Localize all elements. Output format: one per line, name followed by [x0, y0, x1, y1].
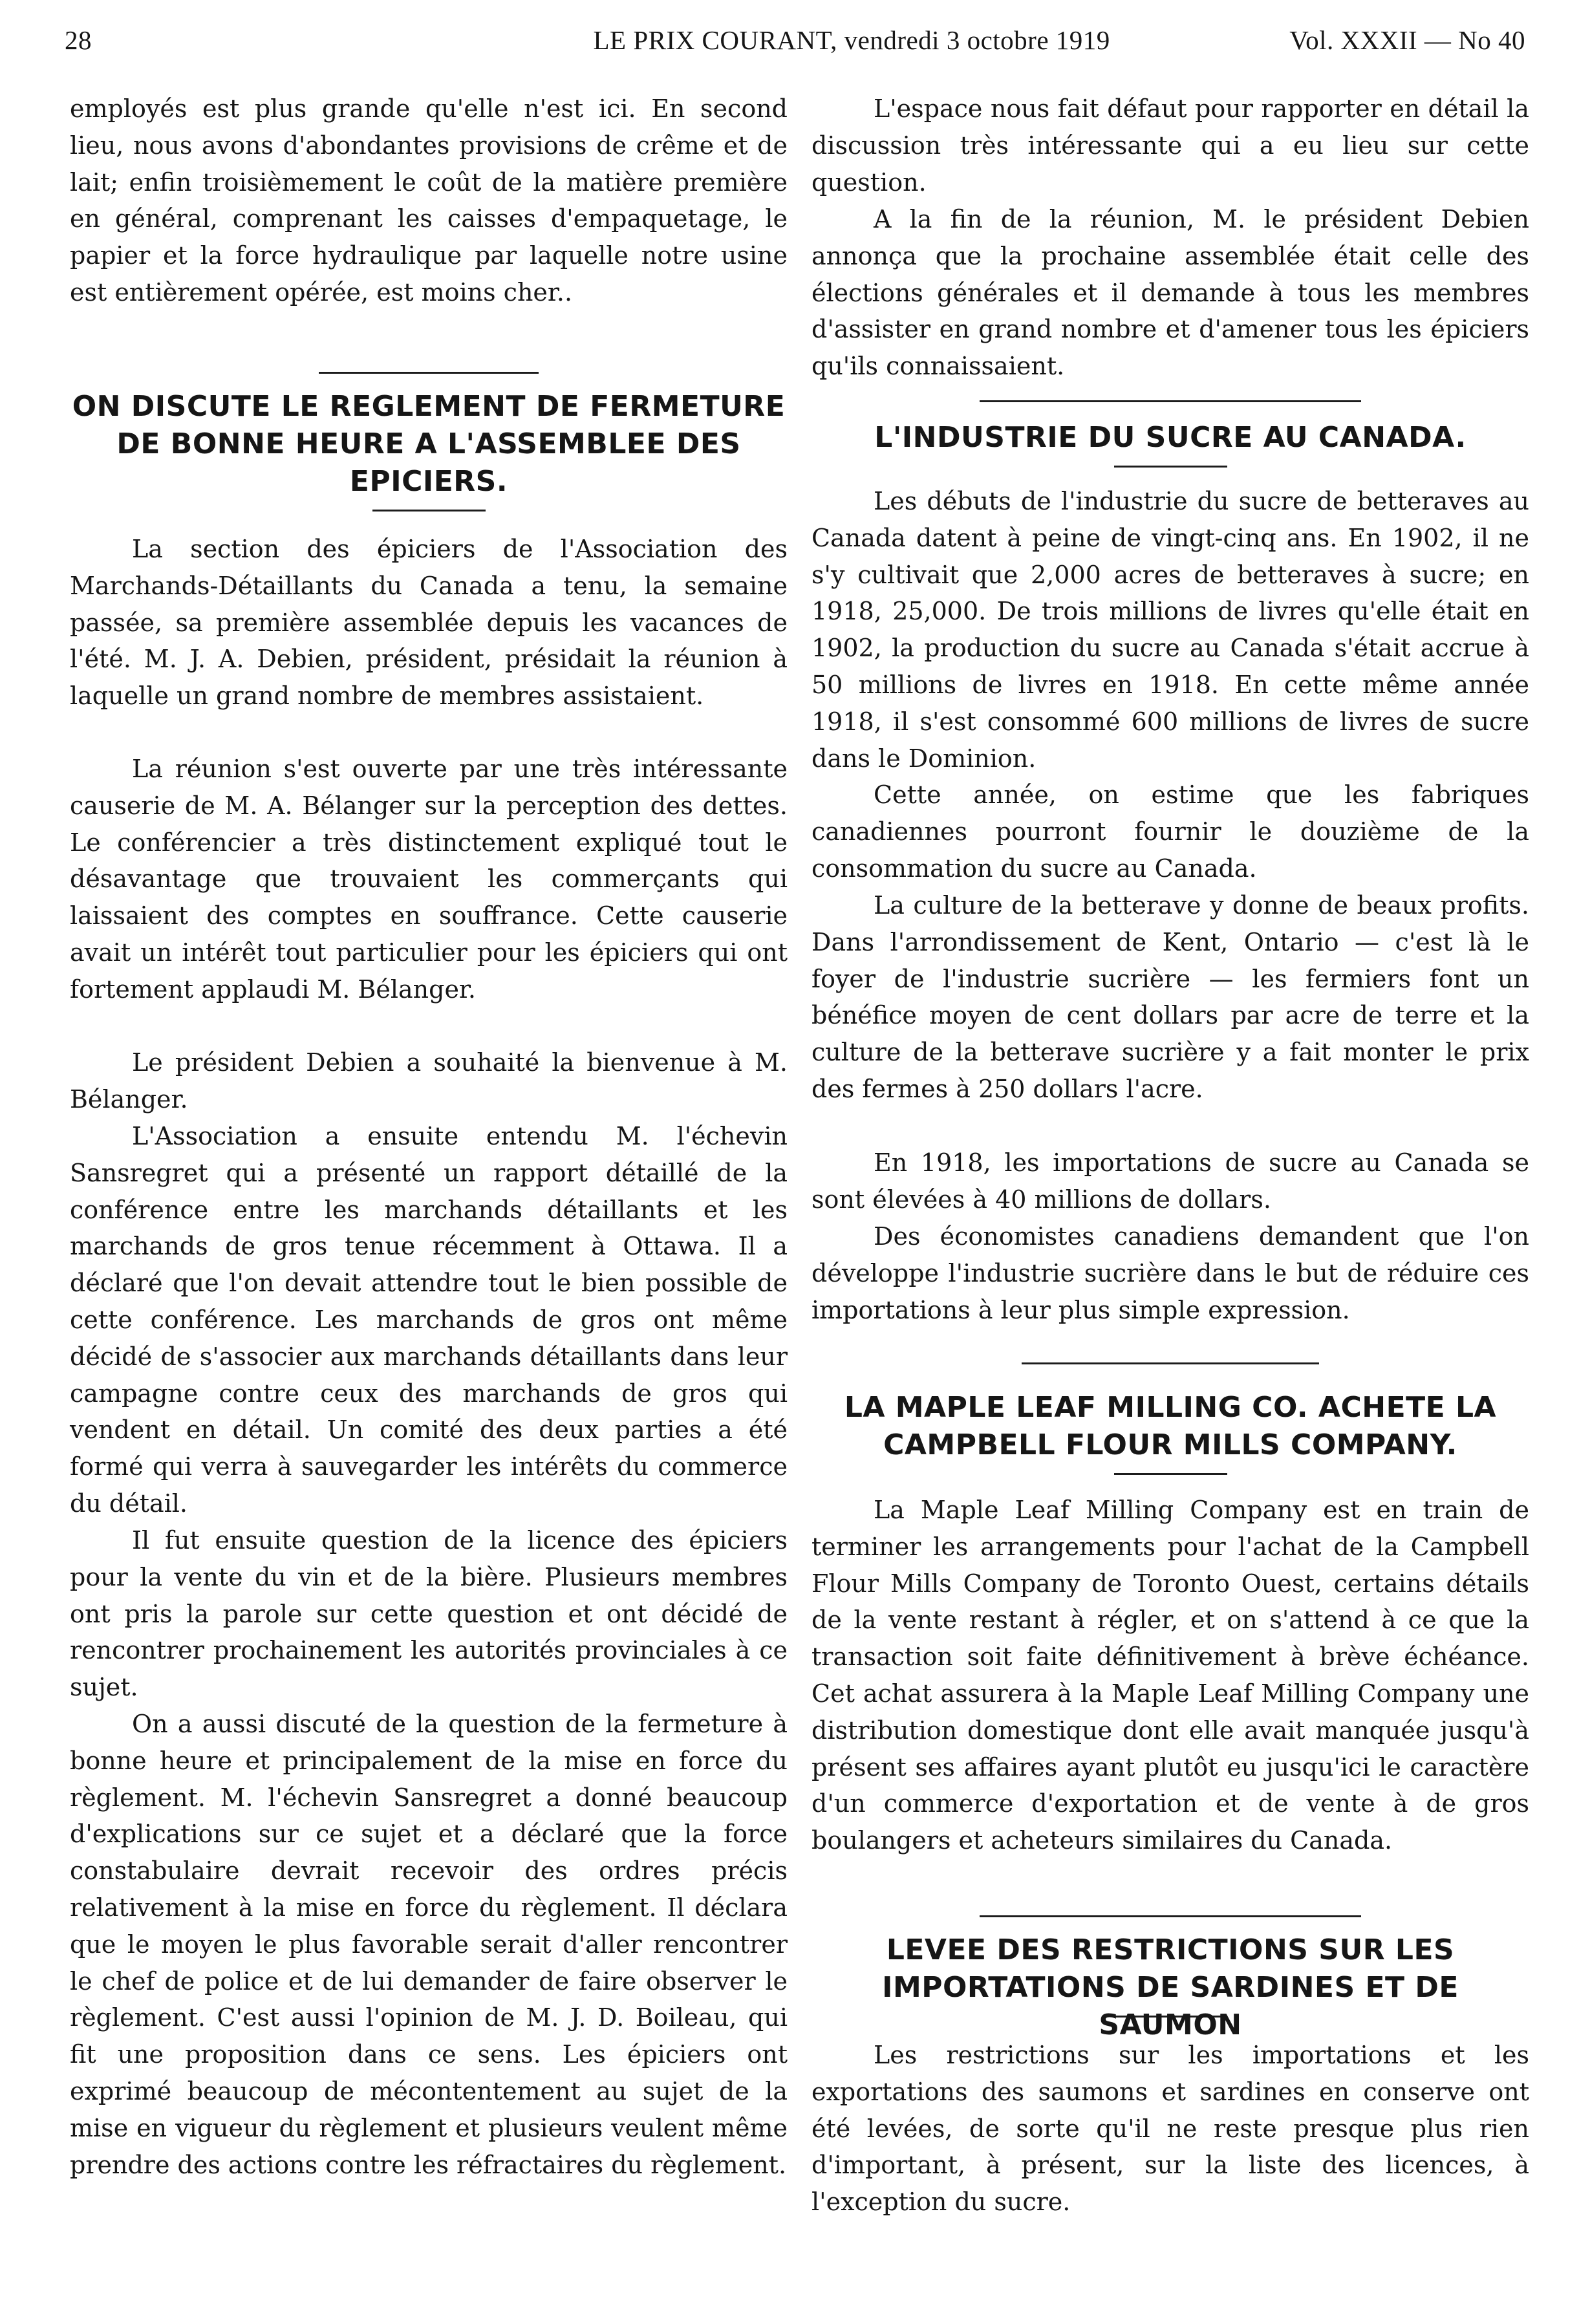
paragraph: La réunion s'est ouverte par une très intéressante causerie de M. A. Bélanger sur la perception des dettes. Le conférencier a très distinctement expliqué tout le désavantage que trouvaient les commerçants qui laissaient des comptes en souffrance. Cette causerie avait un intérêt tout particulier pour les épiciers qui ont fortement applaudi M. Bélanger. [70, 755, 788, 1004]
separator-rule [980, 1915, 1361, 1917]
article-body-sucre [811, 483, 1529, 1329]
volume-number: Vol. XXXII — No 40 [1289, 25, 1525, 55]
running-head [65, 25, 1525, 70]
paragraph: La Maple Leaf Milling Company est en train de terminer les arrangements pour l'achat de la Campbell Flour Mills Company de Toronto Ouest, certains détails de la vente restant à régler, et on s'attend à ce que la transaction soit faite définitivement à brève échéance. Cet achat assurera à la Maple Leaf Milling Company une distribution domestique dont elle avait manquée jusqu'à présent ses affaires ayant plutôt eu jusqu'ici le caractère d'un commerce d'exportation et de vente à de gros boulangers et acheteurs similaires du Canada. [811, 1496, 1529, 1855]
heading-underline [1114, 466, 1227, 468]
paragraph: En 1918, les importations de sucre au Canada se sont élevées à 40 millions de dollars. [811, 1148, 1529, 1214]
article-body-sardines [811, 2037, 1529, 2217]
separator-rule [980, 400, 1361, 402]
paragraph: La section des épiciers de l'Association des Marchands-Détaillants du Canada a tenu, la semaine passée, sa première assemblée depuis les vacances de l'été. M. J. A. Debien, président, présidait la réunion à laquelle un grand nombre de membres assistaient. [70, 535, 788, 711]
article-heading-sucre: L'INDUSTRIE DU SUCRE AU CANADA. [874, 421, 1466, 454]
heading-underline [372, 510, 486, 511]
publication-title: LE PRIX COURANT, vendredi 3 octobre 1919 [593, 25, 1110, 55]
left-column [70, 91, 788, 2257]
paragraph: On a aussi discuté de la question de la fermeture à bonne heure et principalement de la mise en force du règlement. M. l'échevin Sansregret a donné beaucoup d'explications sur ce sujet et a déclaré que la force constabulaire devrait recevoir des ordres précis relativement à la mise en force du règlement. Il déclara que le moyen le plus favorable serait d'aller rencontrer le chef de police et de lui demander de faire observer le règlement. C'est aussi l'opinion de M. J. D. Boileau, qui fit une proposition dans ce sens. Les épiciers ont exprimé beaucoup de mécontentement au sujet de la mise en vigueur du règlement et plusieurs veulent même prendre des actions contre les réfractaires du règlement. [70, 1710, 788, 2179]
paragraph: A la fin de la réunion, M. le président Debien annonça que la prochaine assemblée était celle des élections générales et il demande à tous les membres d'assister en grand nombre et d'amener tous les épiciers qu'ils connaissaient. [811, 205, 1529, 381]
paragraph: L'espace nous fait défaut pour rapporter en détail la discussion très intéressante qui a eu lieu sur cette question. [811, 94, 1529, 197]
paragraph: Cette année, on estime que les fabriques canadiennes pourront fournir le douzième de la consommation du sucre au Canada. [811, 780, 1529, 883]
page-number: 28 [65, 25, 92, 55]
paragraph: Des économistes canadiens demandent que l'on développe l'industrie sucrière dans le but de réduire ces importations à leur plus simple expression. [811, 1222, 1529, 1324]
right-column [811, 91, 1529, 2217]
separator-rule [1022, 1362, 1319, 1364]
paragraph: L'Association a ensuite entendu M. l'échevin Sansregret qui a présenté un rapport détaillé de la conférence entre les marchands détaillants et les marchands de gros tenue récemment à Ottawa. Il a déclaré que l'on devait attendre tout le bien possible de cette conférence. Les marchands de gros ont même décidé de s'associer aux marchands détaillants dans leur campagne contre ceux des marchands de gros qui vendent en détail. Un comité des deux parties a été formé qui verra à sauvegarder les intérêts du commerce du détail. [70, 1122, 788, 1518]
paragraph: Les restrictions sur les importations et les exportations des saumons et sardines en conserve ont été levées, de sorte qu'il ne reste presque plus rien d'important, à présent, sur la liste des licences, à l'exception du sucre. [811, 2041, 1529, 2217]
article-body-fermeture [70, 531, 788, 2257]
paragraph: Le président Debien a souhaité la bienvenue à M. Bélanger. [70, 1048, 788, 1114]
article-heading-sardines: LEVEE DES RESTRICTIONS SUR LES IMPORTATIONS DE SARDINES ET DE SAUMON [882, 1933, 1459, 2041]
paragraph: Les débuts de l'industrie du sucre de betteraves au Canada datent à peine de vingt-cinq ans. En 1902, il ne s'y cultivait que 2,000 acres de betteraves à sucre; en 1918, 25,000. De trois millions de livres qu'elle était en 1902, la production du sucre au Canada s'était accrue à 50 millions de livres en 1918. En cette même année 1918, il s'est consommé 600 millions de livres de sucre dans le Dominion. [811, 487, 1529, 773]
paragraph: La culture de la betterave y donne de beaux profits. Dans l'arrondissement de Kent, Ontario — c'est là le foyer de l'industrie sucrière — les fermiers font un bénéfice moyen de cent dollars par acre de terre et la culture de la betterave sucrière y a fait monter le prix des fermes à 250 dollars l'acre. [811, 891, 1529, 1103]
separator-rule [319, 372, 539, 374]
article-body-maple-leaf [811, 1492, 1529, 1896]
continued-paragraph: employés est plus grande qu'elle n'est ici. En second lieu, nous avons d'abondantes provisions de crême et de lait; enfin troisièmement le coût de la matière première en général, comprenant les caisses d'empaquetage, le papier et la force hydraulique par laquelle notre usine est entièrement opérée, est moins cher.. [70, 94, 788, 307]
heading-underline [1114, 1473, 1227, 1475]
paragraph: Il fut ensuite question de la licence des épiciers pour la vente du vin et de la bière. Plusieurs membres ont pris la parole sur cette question et ont décidé de rencontrer prochainement les autorités provinciales à ce sujet. [70, 1526, 788, 1702]
article-heading-maple-leaf: LA MAPLE LEAF MILLING CO. ACHETE LA CAMPBELL FLOUR MILLS COMPANY. [844, 1391, 1497, 1461]
article-heading-fermeture: ON DISCUTE LE REGLEMENT DE FERMETURE DE BONNE HEURE A L'ASSEMBLEE DES EPICIERS. [72, 390, 786, 498]
